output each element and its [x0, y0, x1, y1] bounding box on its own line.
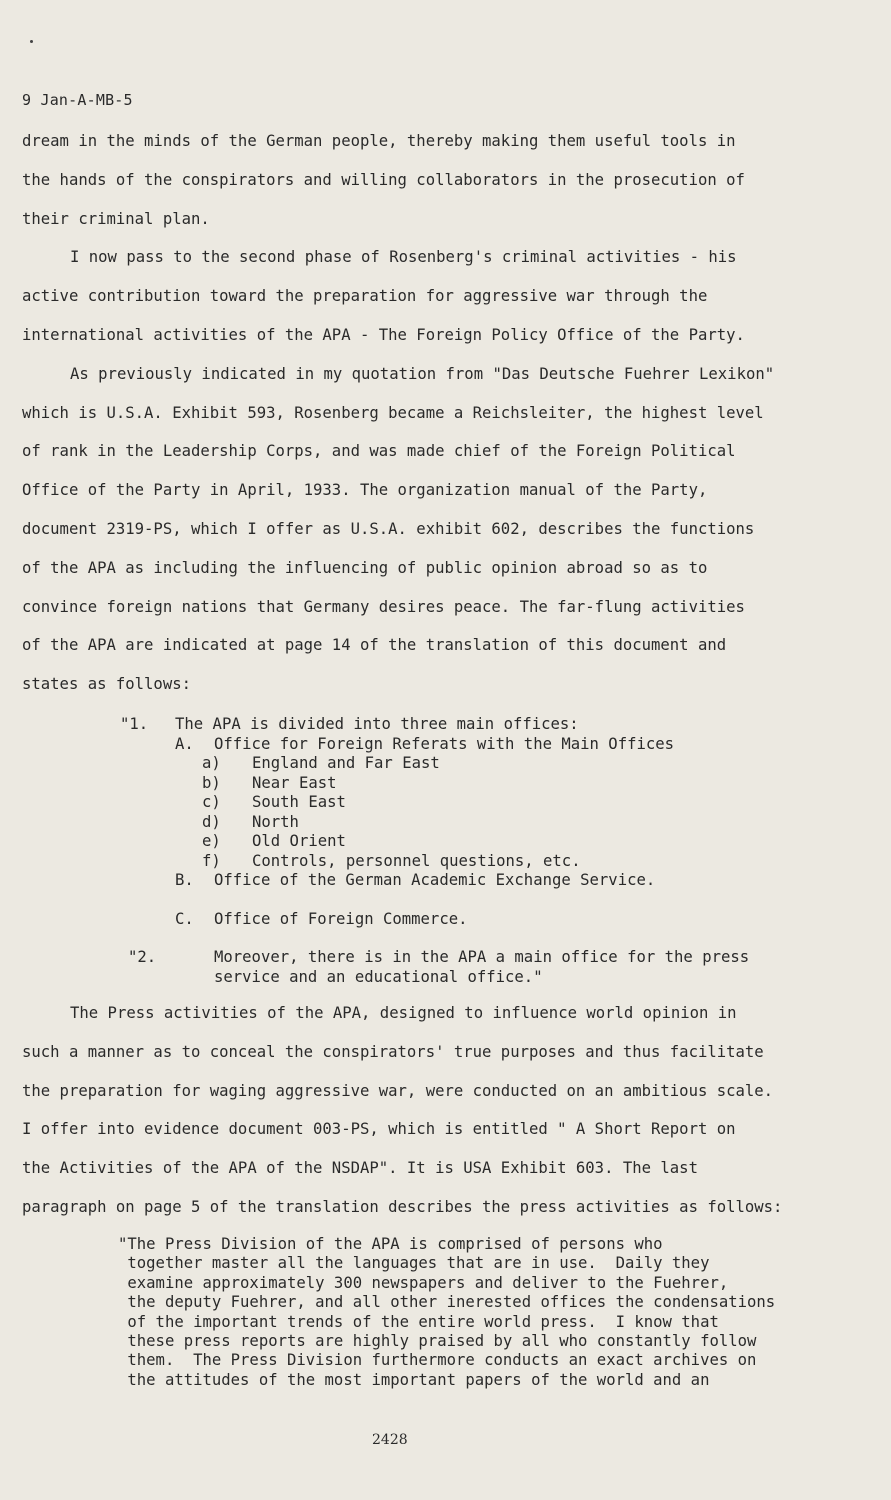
list-text: Office of Foreign Commerce.: [214, 909, 468, 928]
page-reference: 9 Jan-A-MB-5: [22, 91, 133, 109]
quote-line: "The Press Division of the APA is comprised of persons who: [118, 1235, 663, 1253]
text-line: I now pass to the second phase of Rosenberg's criminal activities - his: [70, 248, 737, 267]
text-line: which is U.S.A. Exhibit 593, Rosenberg became a Reichsleiter, the highest level: [22, 403, 764, 422]
quote-line: of the important trends of the entire world press. I know that: [118, 1312, 719, 1331]
list-text: Near East: [252, 773, 337, 792]
text-line: As previously indicated in my quotation from "Das Deutsche Fuehrer Lexikon": [70, 364, 775, 383]
quote-line: the deputy Fuehrer, and all other inerested offices the condensations: [118, 1293, 776, 1312]
list-label: a): [202, 754, 221, 772]
text-line: such a manner as to conceal the conspirators' true purposes and thus facilitate: [22, 1042, 764, 1061]
text-line: active contribution toward the preparation for aggressive war through the: [22, 287, 708, 306]
list-label: f): [202, 851, 221, 870]
text-line: dream in the minds of the German people, thereby making them useful tools in: [22, 132, 736, 150]
list-text: The APA is divided into three main offices:: [175, 715, 579, 733]
body-text-top: [22, 131, 822, 713]
text-line: paragraph on page 5 of the translation describes the press activities as follows:: [22, 1197, 783, 1216]
text-line: international activities of the APA - The Foreign Policy Office of the Party.: [22, 325, 745, 344]
list-label: b): [202, 773, 221, 792]
list-label: e): [202, 832, 221, 850]
text-line: of rank in the Leadership Corps, and was made chief of the Foreign Political: [22, 442, 736, 461]
list-text: North: [252, 812, 299, 831]
quote-line: these press reports are highly praised by all who constantly follow: [118, 1331, 757, 1350]
list-number: "2.: [128, 948, 157, 966]
list-text: Office of the German Academic Exchange Service.: [214, 871, 656, 889]
list-text: Moreover, there is in the APA a main office for the press: [214, 948, 750, 966]
text-line: of the APA are indicated at page 14 of the translation of this document and: [22, 636, 727, 655]
body-text-bottom: [22, 1003, 842, 1236]
list-text: England and Far East: [252, 754, 440, 772]
list-label: c): [202, 793, 221, 811]
page-number: 2428: [372, 1432, 408, 1448]
quote-line: the attitudes of the most important papers of the world and an: [118, 1370, 710, 1389]
list-text: Office for Foreign Referats with the Main Offices: [214, 734, 675, 753]
text-line: of the APA as including the influencing of public opinion abroad so as to: [22, 558, 708, 577]
list-label: A.: [175, 734, 194, 753]
list-label: B.: [175, 871, 194, 889]
list-label: d): [202, 812, 221, 831]
list-text: Controls, personnel questions, etc.: [252, 851, 581, 870]
text-line: document 2319-PS, which I offer as U.S.A. exhibit 602, describes the functions: [22, 519, 755, 538]
list-label: C.: [175, 909, 194, 928]
list-text: South East: [252, 793, 346, 811]
text-line: their criminal plan.: [22, 209, 210, 228]
text-line: the Activities of the APA of the NSDAP". It is USA Exhibit 603. The last: [22, 1159, 698, 1178]
text-line: Office of the Party in April, 1933. The organization manual of the Party,: [22, 481, 708, 500]
text-line: the preparation for waging aggressive war, were conducted on an ambitious scale.: [22, 1081, 774, 1100]
text-line: The Press activities of the APA, designed to influence world opinion in: [70, 1004, 737, 1022]
quote-line: examine approximately 300 newspapers and deliver to the Fuehrer,: [118, 1273, 729, 1292]
paper-speck: [30, 40, 33, 43]
text-line: states as follows:: [22, 675, 191, 694]
text-line: convince foreign nations that Germany desires peace. The far-flung activities: [22, 597, 745, 616]
quote-line: together master all the languages that are in use. Daily they: [118, 1254, 710, 1273]
quote-line: them. The Press Division furthermore conducts an exact archives on: [118, 1351, 757, 1370]
list-text: service and an educational office.": [214, 967, 543, 986]
list-number: "1.: [120, 715, 149, 733]
text-line: I offer into evidence document 003-PS, which is entitled " A Short Report on: [22, 1120, 736, 1139]
text-line: the hands of the conspirators and willing collaborators in the prosecution of: [22, 170, 745, 189]
list-text: Old Orient: [252, 832, 346, 850]
press-division-quote: [118, 1235, 775, 1390]
